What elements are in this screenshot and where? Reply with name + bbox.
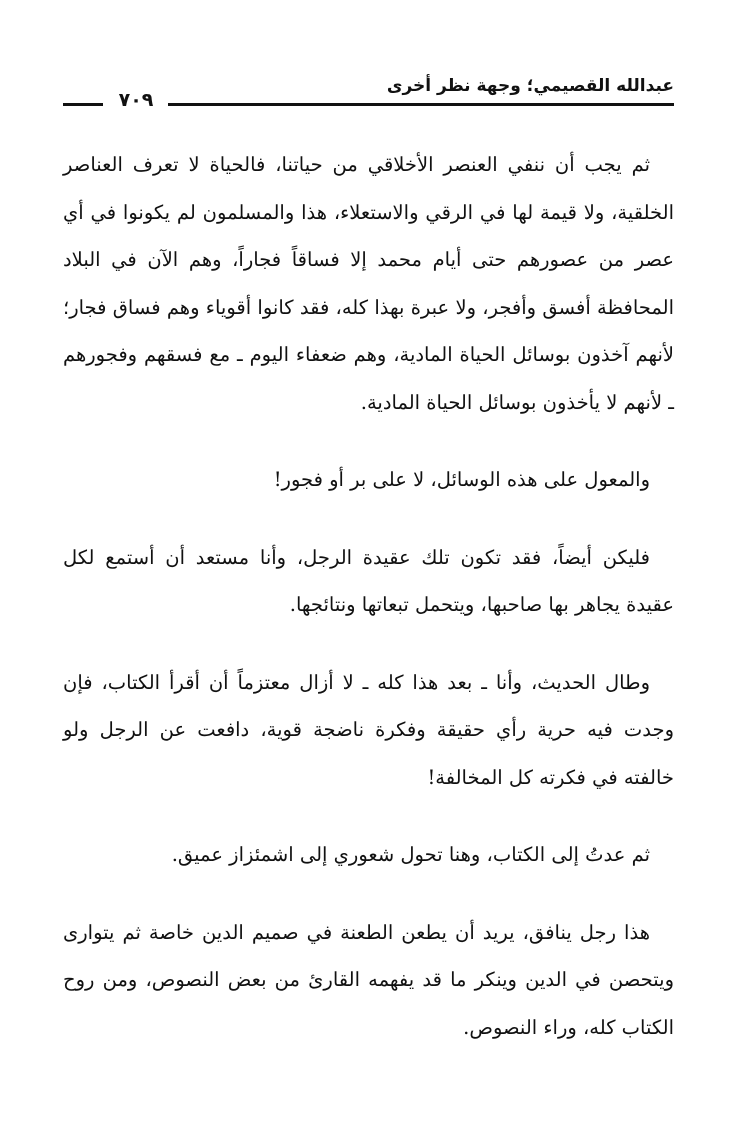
- paragraph-5: ثم عدتُ إلى الكتاب، وهنا تحول شعوري إلى اشمئزاز عميق.: [171, 843, 650, 866]
- body-text: [63, 141, 674, 1081]
- page-number: ٧٠٩: [118, 89, 154, 111]
- running-header-title: عبدالله القصيمي؛ وجهة نظر أخرى: [386, 76, 674, 96]
- header-rule-short: [63, 103, 103, 106]
- paragraph-2: والمعول على هذه الوسائل، لا على بر أو فجور!: [273, 468, 650, 491]
- header-rule: [168, 103, 674, 106]
- paragraph-1: ثم يجب أن ننفي العنصر الأخلاقي من حياتنا، فالحياة لا تعرف العناصر الخلقية، ولا قيمة لها في الرقي والاستعلاء، هذا والمسلمون لم يكونوا في أي عصر من عصورهم حتى أيام محمد إلا فساقاً فجاراً، وهم الآن في البلاد المحافظة أفسق وأفجر، ولا عبرة بهذا كله، فقد كانوا أقوياء وهم فساق فجار؛ لأنهم آخذون بوسائل الحياة المادية، وهم ضعفاء اليوم ـ مع فسقهم وفجورهم ـ لأنهم لا يأخذون بوسائل الحياة المادية.: [63, 153, 674, 414]
- paragraph-3: فليكن أيضاً، فقد تكون تلك عقيدة الرجل، وأنا مستعد أن أستمع لكل عقيدة يجاهر بها صاحبها، ويتحمل تبعاتها ونتائجها.: [63, 545, 674, 616]
- paragraph-6: هذا رجل ينافق، يريد أن يطعن الطعنة في صميم الدين خاصة ثم يتوارى ويتحصن في الدين وينكر ما قد يفهمه القارئ من بعض النصوص، ومن روح الكتاب كله، وراء النصوص.: [63, 920, 674, 1039]
- paragraph-4: وطال الحديث، وأنا ـ بعد هذا كله ـ لا أزال معتزماً أن أقرأ الكتاب، فإن وجدت فيه حرية رأي حقيقة وفكرة ناضجة قوية، دافعت عن الرجل ولو خالفته في فكرته كل المخالفة!: [63, 670, 674, 789]
